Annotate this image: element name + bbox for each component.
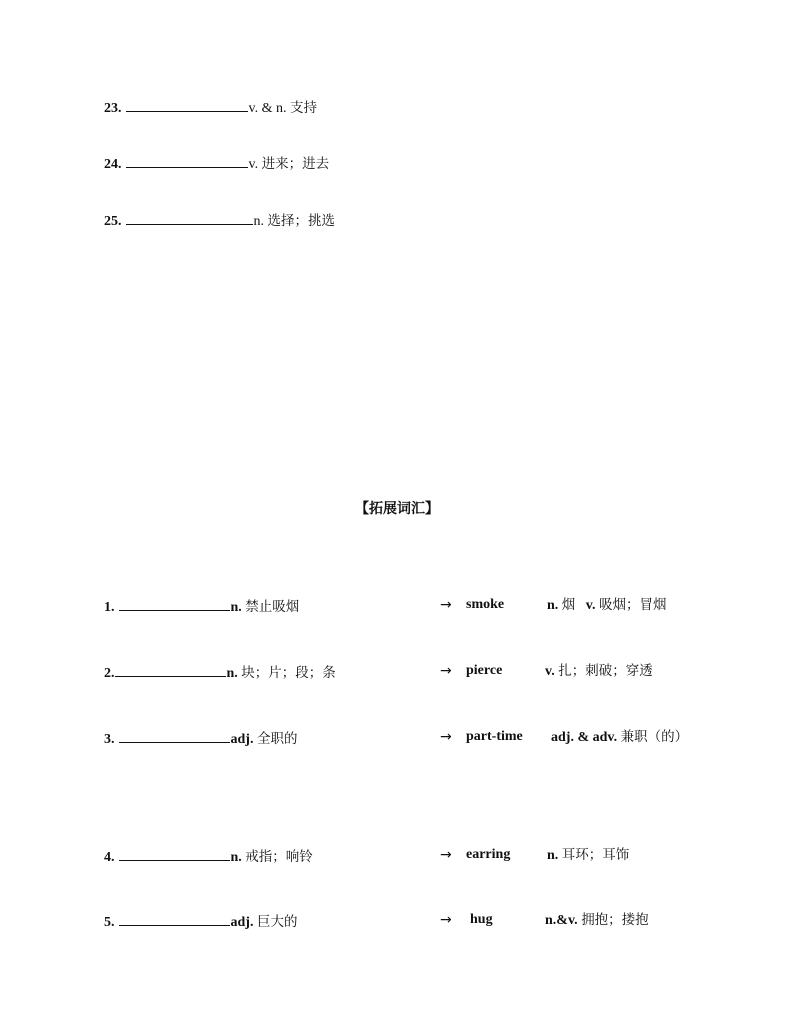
- related-meaning-2: 吸烟；冒烟: [599, 597, 667, 613]
- related-pos: v.: [545, 664, 555, 679]
- item-number: 24.: [104, 157, 122, 172]
- chinese-meaning: 戒指；响铃: [245, 849, 313, 865]
- chinese-meaning: 巨大的: [256, 914, 298, 930]
- related-meaning: 耳环；耳饰: [561, 847, 630, 863]
- item-number: 25.: [104, 214, 122, 229]
- related-pos: n.: [547, 848, 559, 863]
- chinese-meaning: 禁止吸烟: [245, 599, 300, 615]
- answer-blank[interactable]: [119, 596, 230, 611]
- expand-item-1: [104, 596, 299, 617]
- related-word: pierce: [466, 663, 503, 678]
- chinese-meaning: 支持: [289, 100, 317, 116]
- part-of-speech: v. & n.: [248, 101, 287, 116]
- answer-blank[interactable]: [126, 153, 248, 168]
- related-word-meaning: [545, 911, 649, 930]
- related-pos-2: v.: [585, 598, 596, 613]
- related-pos: n.: [547, 598, 559, 613]
- item-number: 1.: [104, 600, 115, 615]
- item-number: 3.: [104, 732, 115, 747]
- arrow-icon: →: [440, 663, 452, 679]
- related-word-meaning: [551, 728, 688, 747]
- vocab-item-24: [104, 153, 329, 174]
- related-word-meaning: [547, 596, 667, 615]
- arrow-icon: →: [440, 912, 452, 928]
- answer-blank[interactable]: [126, 97, 248, 112]
- arrow-icon: →: [440, 597, 452, 613]
- related-pos: adj. & adv.: [551, 730, 618, 745]
- part-of-speech: adj.: [230, 915, 254, 930]
- vocab-item-23: [104, 97, 317, 118]
- expand-item-2: [104, 662, 336, 683]
- related-word-meaning: [545, 662, 653, 681]
- related-meaning: 拥抱；搂抱: [581, 912, 649, 928]
- related-word: hug: [470, 912, 493, 927]
- part-of-speech: n.: [226, 666, 238, 681]
- chinese-meaning: 块；片；段；条: [241, 665, 336, 681]
- arrow-icon: →: [440, 847, 452, 863]
- related-word-meaning: [547, 846, 629, 865]
- chinese-meaning: 选择；挑选: [267, 213, 335, 229]
- expand-item-3: [104, 728, 297, 749]
- related-pos: n.&v.: [545, 913, 578, 928]
- part-of-speech: n.: [230, 850, 242, 865]
- expand-item-5: [104, 911, 297, 932]
- part-of-speech: v.: [248, 157, 259, 172]
- answer-blank[interactable]: [119, 911, 230, 926]
- related-word: earring: [466, 847, 511, 862]
- part-of-speech: adj.: [230, 732, 254, 747]
- answer-blank[interactable]: [115, 662, 226, 677]
- part-of-speech: n.: [253, 214, 264, 229]
- answer-blank[interactable]: [126, 210, 253, 225]
- chinese-meaning: 全职的: [256, 731, 298, 747]
- related-meaning: 烟: [561, 597, 576, 613]
- related-word: smoke: [466, 597, 505, 612]
- answer-blank[interactable]: [119, 846, 230, 861]
- part-of-speech: n.: [230, 600, 242, 615]
- answer-blank[interactable]: [119, 728, 230, 743]
- chinese-meaning: 进来；进去: [261, 156, 330, 172]
- vocab-item-25: [104, 210, 335, 231]
- item-number: 5.: [104, 915, 115, 930]
- related-word: part-time: [466, 729, 523, 744]
- arrow-icon: →: [440, 729, 452, 745]
- item-number: 4.: [104, 850, 115, 865]
- expand-item-4: [104, 846, 313, 867]
- related-meaning: 扎；刺破；穿透: [558, 663, 653, 679]
- section-title: 【拓展词汇】: [355, 501, 439, 517]
- related-meaning: 兼职（的）: [620, 729, 689, 745]
- item-number: 2.: [104, 666, 115, 681]
- item-number: 23.: [104, 101, 122, 116]
